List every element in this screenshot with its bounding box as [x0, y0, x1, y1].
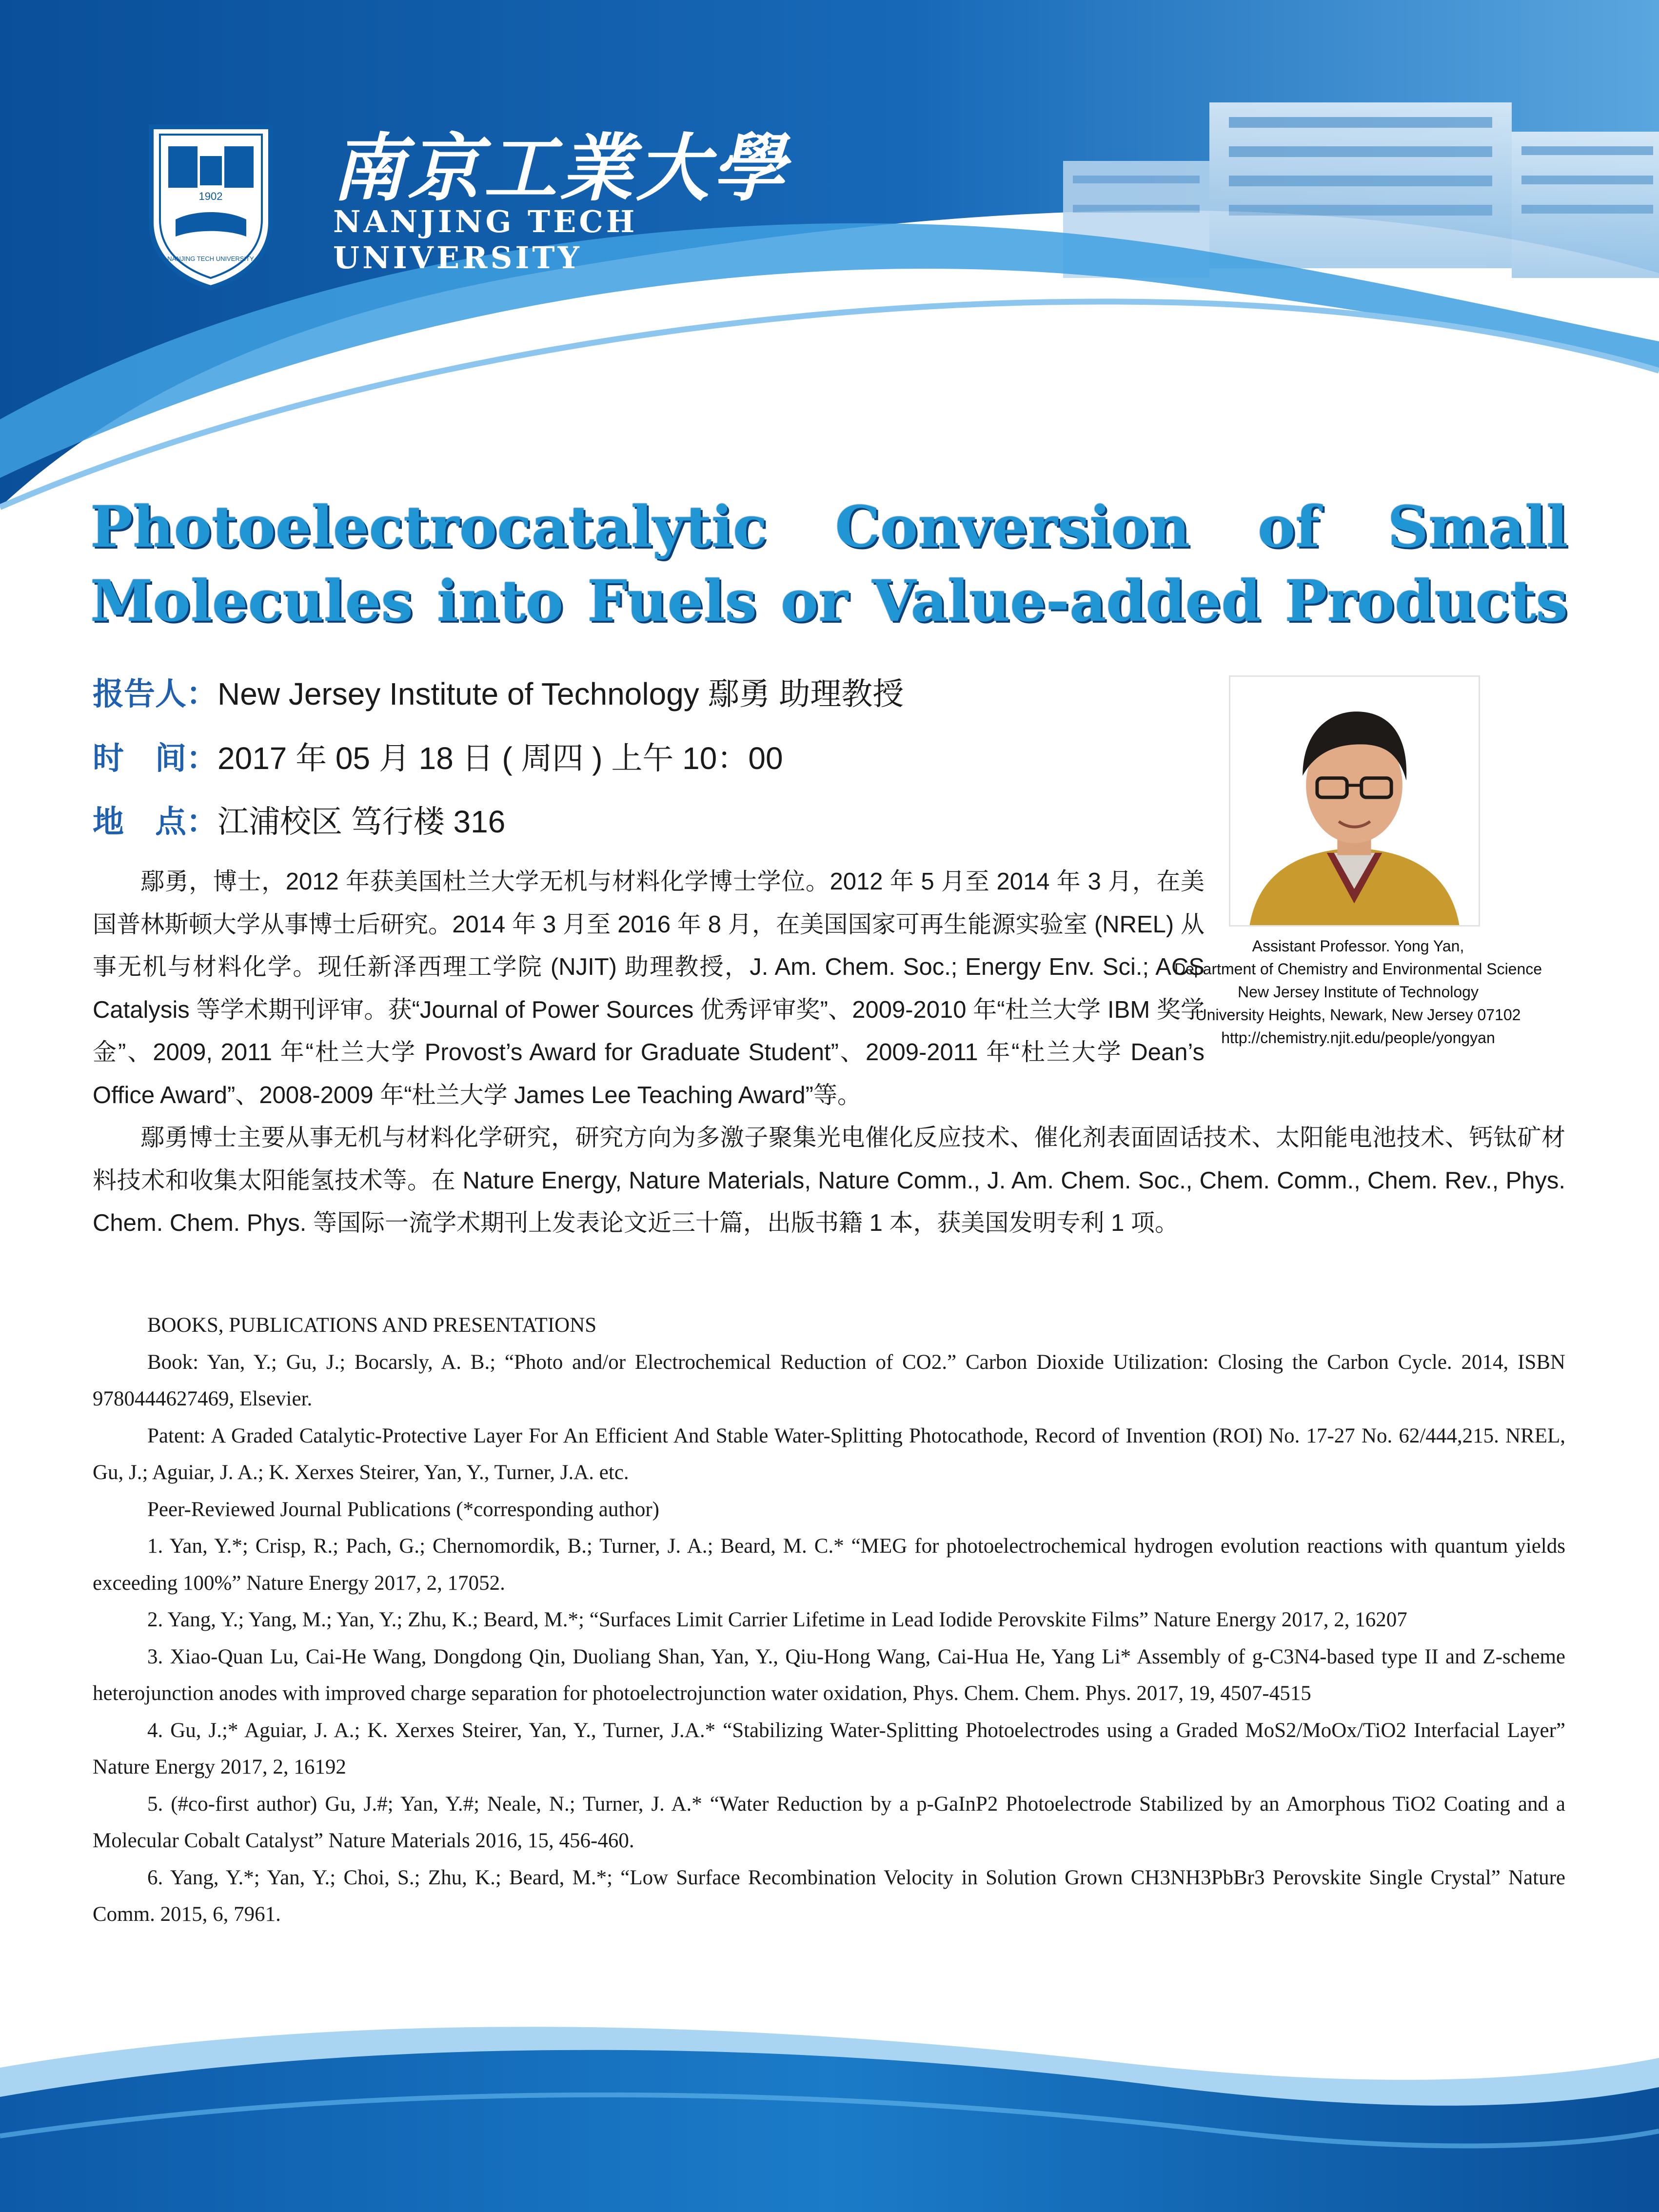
time-label: 时 间：	[93, 741, 217, 776]
publications-section	[93, 1307, 1565, 1933]
university-english-line2: UNIVERSITY	[333, 240, 582, 276]
university-english-line1: NANJING TECH	[333, 204, 638, 239]
university-english-name	[333, 204, 637, 276]
university-emblem	[146, 122, 276, 290]
book-entry: Book: Yan, Y.; Gu, J.; Bocarsly, A. B.; “Photo and/or Electrochemical Reduction of CO2.” Carbon Dioxide Utilization: Closing the Carbon Cycle. 2014, ISBN 9780444627469, Elsevier.	[93, 1350, 1565, 1410]
speaker-biography	[93, 861, 1565, 1245]
place-label: 地 点：	[93, 804, 217, 839]
lecture-title-line2: Molecules into Fuels or Value-added Products	[90, 568, 1568, 634]
bio-paragraph: 鄢勇，博士，2012 年获美国杜兰大学无机与材料化学博士学位。2012 年 5 月至 2014 年 3 月，在美国普林斯顿大学从事博士后研究。2014 年 3 月至 2016 年 8 月，在美国国家可再生能源实验室 (NREL) 从事无机与材料化学。现任新泽西理工学院 (NJIT) 助理教授，J. Am. Chem. Soc.; Energy Env. Sci.; ACS Catalysis 等学术期刊评审。获“Journal of Power Sources 优秀评审奖”、2009-2010 年“杜兰大学 IBM 奖学金”、2009, 2011 年“杜兰大学 Provost’s Award for Graduate Student”、2009-2011 年“杜兰大学 Dean’s Office Award”、2008-2009 年“杜兰大学 James Lee Teaching Award”等。	[93, 869, 1205, 1108]
lecture-title	[90, 490, 1568, 638]
speaker-value: New Jersey Institute of Technology 鄢勇 助理教授	[217, 676, 904, 711]
caption-line: University Heights, Newark, New Jersey 07102	[1195, 1006, 1521, 1024]
journal-heading: Peer-Reviewed Journal Publications (*corresponding author)	[147, 1498, 659, 1521]
publication-item: 2. Yang, Y.; Yang, M.; Yan, Y.; Zhu, K.; Beard, M.*; “Surfaces Limit Carrier Lifetime in Lead Iodide Perovskite Films” Nature Energy 2017, 2, 16207	[147, 1608, 1407, 1631]
caption-line: Assistant Professor. Yong Yan,	[1252, 937, 1464, 955]
caption-line: Department of Chemistry and Environmental Science	[1174, 960, 1542, 978]
university-chinese-name: 南京工業大學	[332, 125, 789, 211]
publication-item: 4. Gu, J.;* Aguiar, J. A.; K. Xerxes Steirer, Yan, Y., Turner, J.A.* “Stabilizing Water-Splitting Photoelectrodes using a Graded MoS2/MoOx/TiO2 Interfacial Layer” Nature Energy 2017, 2, 16192	[93, 1718, 1565, 1778]
publication-item: 3. Xiao-Quan Lu, Cai-He Wang, Dongdong Qin, Duoliang Shan, Yan, Y., Qiu-Hong Wang, Cai-Hua He, Yang Li* Assembly of g-C3N4-based type II and Z-scheme heterojunction anodes with improved charge separation for photoelectrojunction water oxidation, Phys. Chem. Chem. Phys. 2017, 19, 4507-4515	[93, 1645, 1565, 1705]
place-line	[93, 802, 505, 841]
speaker-label: 报告人：	[93, 676, 217, 711]
time-line	[93, 739, 783, 778]
emblem-year: 1902	[198, 190, 223, 202]
emblem-text: NANJING TECH UNIVERSITY	[167, 255, 254, 262]
place-value: 江浦校区 笃行楼 316	[217, 804, 506, 839]
time-value: 2017 年 05 月 18 日 ( 周四 ) 上午 10：00	[217, 741, 783, 776]
publication-item: 6. Yang, Y.*; Yan, Y.; Choi, S.; Zhu, K.; Beard, M.*; “Low Surface Recombination Velocity in Solution Grown CH3NH3PbBr3 Perovskite Single Crystal” Nature Comm. 2015, 6, 7961.	[93, 1866, 1565, 1926]
footer-background	[0, 1990, 1659, 2212]
lecture-title-line1: Photoelectrocatalytic Conversion of Small	[90, 494, 1568, 560]
publication-item: 5. (#co-first author) Gu, J.#; Yan, Y.#; Neale, N.; Turner, J. A.* “Water Reduction by a p-GaInP2 Photoelectrode Stabilized by an Amorphous TiO2 Coating and a Molecular Cobalt Catalyst” Nature Materials 2016, 15, 456-460.	[93, 1792, 1565, 1852]
patent-entry: Patent: A Graded Catalytic-Protective Layer For An Efficient And Stable Water-Splitting Photocathode, Record of Invention (ROI) No. 17-27 No. 62/444,215. NREL, Gu, J.; Aguiar, J. A.; K. Xerxes Steirer, Yan, Y., Turner, J.A. etc.	[93, 1424, 1565, 1484]
caption-url: http://chemistry.njit.edu/people/yongyan	[1221, 1029, 1495, 1047]
photo-spacer	[1205, 861, 1565, 1066]
publication-item: 1. Yan, Y.*; Crisp, R.; Pach, G.; Chernomordik, B.; Turner, J. A.; Beard, M. C.* “MEG for photoelectrochemical hydrogen evolution reactions with quantum yields exceeding 100%” Nature Energy 2017, 2, 17052.	[93, 1535, 1565, 1595]
bio-paragraph: 鄢勇博士主要从事无机与材料化学研究，研究方向为多激子聚集光电催化反应技术、催化剂表面固话技术、太阳能电池技术、钙钛矿材料技术和收集太阳能氢技术等。在 Nature Energy, Nature Materials, Nature Comm., J. Am. Chem. Soc., Chem. Comm., Chem. Rev., Phys. Chem. Chem. Phys. 等国际一流学术期刊上发表论文近三十篇，出版书籍 1 本，获美国发明专利 1 项。	[93, 1125, 1565, 1236]
publications-heading: BOOKS, PUBLICATIONS AND PRESENTATIONS	[147, 1314, 597, 1337]
caption-line: New Jersey Institute of Technology	[1238, 983, 1479, 1001]
speaker-line	[93, 674, 904, 713]
